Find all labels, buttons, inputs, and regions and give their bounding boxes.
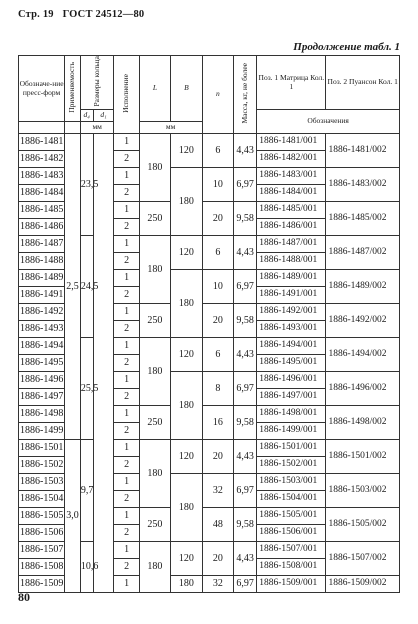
- table-cell-designation: 1886-1495: [19, 355, 65, 372]
- table-cell-punch: 1886-1485/002: [326, 202, 400, 236]
- col-header-l: L: [139, 56, 170, 122]
- table-cell-exec: 2: [114, 525, 139, 542]
- table-cell-designation: 1886-1505: [19, 508, 65, 525]
- col-header-ring-sizes: Размеры кольца: [91, 56, 101, 107]
- table-cell-b: 180: [171, 474, 202, 542]
- table-cell-mass: 4,43: [234, 542, 257, 576]
- table-cell-mass: 9,58: [234, 202, 257, 236]
- table-cell-punch: 1886-1501/002: [326, 440, 400, 474]
- table-cell-l: 250: [139, 202, 170, 236]
- table-cell-matrix: 1886-1481/001: [257, 134, 326, 151]
- table-cell-punch: 1886-1494/002: [326, 338, 400, 372]
- table-cell-designation: 1886-1485: [19, 202, 65, 219]
- table-cell-exec: 1: [114, 474, 139, 491]
- table-cell-designation: 1886-1499: [19, 423, 65, 440]
- table-cell-n: 48: [202, 508, 233, 542]
- table-cell-matrix: 1886-1485/001: [257, 202, 326, 219]
- table-cell-exec: 1: [114, 202, 139, 219]
- table-cell-matrix: 1886-1491/001: [257, 287, 326, 304]
- table-cell-n: 20: [202, 542, 233, 576]
- table-cell-n: 6: [202, 134, 233, 168]
- table-cell-mass: 6,97: [234, 168, 257, 202]
- table-cell-exec: 1: [114, 508, 139, 525]
- table-cell-exec: 1: [114, 236, 139, 253]
- table-cell-matrix: 1886-1484/001: [257, 185, 326, 202]
- table-cell-b: 120: [171, 440, 202, 474]
- table-cell-matrix: 1886-1503/001: [257, 474, 326, 491]
- table-cell-applicability: 2,5: [65, 134, 81, 440]
- table-cell-mass: 9,58: [234, 406, 257, 440]
- table-cell-n: 20: [202, 304, 233, 338]
- table-cell-b: 180: [171, 168, 202, 236]
- table-cell-designation: 1886-1493: [19, 321, 65, 338]
- table-cell-matrix: 1886-1483/001: [257, 168, 326, 185]
- col-header-n: n: [202, 56, 233, 134]
- table-cell-designation: 1886-1507: [19, 542, 65, 559]
- table-cell-designation: 1886-1481: [19, 134, 65, 151]
- table-cell-l: 180: [139, 542, 170, 593]
- table-cell-exec: 1: [114, 304, 139, 321]
- table-cell-matrix: 1886-1489/001: [257, 270, 326, 287]
- table-cell-matrix: 1886-1509/001: [257, 576, 326, 593]
- table-cell-n: 16: [202, 406, 233, 440]
- table-cell-designation: 1886-1491: [19, 287, 65, 304]
- table-cell-exec: 2: [114, 457, 139, 474]
- table-cell-applicability: 3,0: [65, 440, 81, 593]
- table-cell-exec: 1: [114, 406, 139, 423]
- table-cell-designation: 1886-1502: [19, 457, 65, 474]
- table-cell-mass: 6,97: [234, 576, 257, 593]
- table-continuation-caption: Продолжение табл. 1: [293, 41, 400, 53]
- page-label: Стр. 19: [18, 9, 54, 20]
- table-cell-exec: 2: [114, 287, 139, 304]
- table-cell-matrix: 1886-1497/001: [257, 389, 326, 406]
- table-cell-designation: 1886-1504: [19, 491, 65, 508]
- table-cell-designation: 1886-1503: [19, 474, 65, 491]
- table-cell-b: 180: [171, 576, 202, 593]
- table-cell-designation: 1886-1501: [19, 440, 65, 457]
- table-cell-mass: 4,43: [234, 440, 257, 474]
- table-cell-designation: 1886-1488: [19, 253, 65, 270]
- table-cell-exec: 2: [114, 423, 139, 440]
- table-cell-designation: 1886-1497: [19, 389, 65, 406]
- table-cell-matrix: 1886-1488/001: [257, 253, 326, 270]
- table-cell-exec: 2: [114, 185, 139, 202]
- col-header-b: B: [171, 56, 202, 122]
- table-cell-matrix: 1886-1505/001: [257, 508, 326, 525]
- table-cell-punch: 1886-1489/002: [326, 270, 400, 304]
- col-header-pos1: Поз. 1 Матрица Кол. 1: [257, 56, 326, 110]
- table-cell-exec: 1: [114, 372, 139, 389]
- table-cell-l: 250: [139, 406, 170, 440]
- table-cell-punch: 1886-1487/002: [326, 236, 400, 270]
- table-cell-exec: 2: [114, 389, 139, 406]
- table-cell-exec: 1: [114, 338, 139, 355]
- table-cell-n: 8: [202, 372, 233, 406]
- table-cell-n: 20: [202, 202, 233, 236]
- table-cell-matrix: 1886-1498/001: [257, 406, 326, 423]
- table-cell-punch: 1886-1507/002: [326, 542, 400, 576]
- table-cell-designation: 1886-1489: [19, 270, 65, 287]
- table-cell-d4: 23,5: [80, 134, 93, 236]
- table-cell-matrix: 1886-1502/001: [257, 457, 326, 474]
- table-cell-mass: 9,58: [234, 304, 257, 338]
- col-header-d1: d₁: [93, 110, 114, 122]
- table-cell-designation: 1886-1487: [19, 236, 65, 253]
- table-cell-designation: 1886-1506: [19, 525, 65, 542]
- table-cell-exec: 1: [114, 440, 139, 457]
- molds-table: [18, 55, 400, 593]
- table-cell-punch: 1886-1505/002: [326, 508, 400, 542]
- col-header-d4: d₄: [80, 110, 93, 122]
- table-cell-exec: 2: [114, 151, 139, 168]
- table-cell-designation: 1886-1492: [19, 304, 65, 321]
- table-cell-d1: [93, 134, 114, 593]
- table-cell-matrix: 1886-1499/001: [257, 423, 326, 440]
- table-cell-b: 120: [171, 236, 202, 270]
- table-cell-designation: 1886-1483: [19, 168, 65, 185]
- table-cell-punch: 1886-1496/002: [326, 372, 400, 406]
- table-cell-n: 20: [202, 440, 233, 474]
- table-cell-punch: 1886-1498/002: [326, 406, 400, 440]
- table-cell-mass: 9,58: [234, 508, 257, 542]
- table-cell-d4: 24,5: [80, 236, 93, 338]
- table-cell-matrix: 1886-1487/001: [257, 236, 326, 253]
- table-cell-matrix: 1886-1486/001: [257, 219, 326, 236]
- table-cell-punch: 1886-1481/002: [326, 134, 400, 168]
- table-cell-designation: 1886-1482: [19, 151, 65, 168]
- table-cell-n: 6: [202, 338, 233, 372]
- table-cell-b: 180: [171, 372, 202, 440]
- table-cell-matrix: 1886-1506/001: [257, 525, 326, 542]
- col-header-execution: Исполнение: [121, 73, 131, 113]
- table-cell-designation: 1886-1484: [19, 185, 65, 202]
- table-cell-mass: 4,43: [234, 134, 257, 168]
- table-cell-l: 180: [139, 440, 170, 508]
- table-cell-b: 120: [171, 542, 202, 576]
- table-cell-designation: 1886-1486: [19, 219, 65, 236]
- table-cell-mass: 4,43: [234, 338, 257, 372]
- table-cell-mass: 6,97: [234, 270, 257, 304]
- table-cell-mass: 6,97: [234, 372, 257, 406]
- table-cell-exec: 2: [114, 355, 139, 372]
- table-cell-l: 250: [139, 304, 170, 338]
- table-cell-l: 250: [139, 508, 170, 542]
- table-cell-punch: 1886-1503/002: [326, 474, 400, 508]
- table-cell-exec: 1: [114, 542, 139, 559]
- table-cell-exec: 2: [114, 321, 139, 338]
- col-header-designations: Обозначения: [257, 110, 400, 134]
- table-cell-designation: 1886-1496: [19, 372, 65, 389]
- col-header-pos2: Поз. 2 Пуансон Кол. 1: [326, 56, 400, 110]
- table-cell-exec: 1: [114, 168, 139, 185]
- table-cell-n: 32: [202, 576, 233, 593]
- table-cell-d4: 10,6: [80, 542, 93, 593]
- table-cell-exec: 2: [114, 219, 139, 236]
- table-cell-exec: 1: [114, 134, 139, 151]
- table-cell-matrix: 1886-1508/001: [257, 559, 326, 576]
- table-cell-b: 120: [171, 338, 202, 372]
- col-header-mass: Масса, кг, не более: [239, 62, 249, 124]
- table-cell-mass: 4,43: [234, 236, 257, 270]
- page-header: [18, 9, 150, 20]
- col-header-applicability: Применяемость: [67, 61, 77, 113]
- table-cell-matrix: 1886-1493/001: [257, 321, 326, 338]
- standard-code: ГОСТ 24512—80: [62, 9, 145, 20]
- table-cell-matrix: 1886-1496/001: [257, 372, 326, 389]
- table-cell-n: 6: [202, 236, 233, 270]
- table-cell-exec: 2: [114, 559, 139, 576]
- col-header-designation: Обозначе-ние пресс-форм: [19, 56, 65, 122]
- table-cell-matrix: 1886-1495/001: [257, 355, 326, 372]
- table-cell-matrix: 1886-1482/001: [257, 151, 326, 168]
- table-cell-punch: 1886-1483/002: [326, 168, 400, 202]
- table-cell-d4: 25,5: [80, 338, 93, 440]
- table-cell-mass: 6,97: [234, 474, 257, 508]
- table-cell-d4: 9,7: [80, 440, 93, 542]
- table-cell-exec: 1: [114, 270, 139, 287]
- table-cell-matrix: 1886-1492/001: [257, 304, 326, 321]
- table-cell-designation: 1886-1494: [19, 338, 65, 355]
- col-header-unit-mm: мм: [80, 122, 114, 134]
- table-cell-designation: 1886-1509: [19, 576, 65, 593]
- col-header-unit-mm-2: мм: [139, 122, 202, 134]
- table-cell-matrix: 1886-1507/001: [257, 542, 326, 559]
- table-cell-n: 32: [202, 474, 233, 508]
- table-cell-n: 10: [202, 270, 233, 304]
- table-cell-l: 180: [139, 236, 170, 304]
- table-cell-designation: 1886-1508: [19, 559, 65, 576]
- table-cell-exec: 2: [114, 491, 139, 508]
- table-cell-matrix: 1886-1501/001: [257, 440, 326, 457]
- table-cell-n: 10: [202, 168, 233, 202]
- table-cell-b: 120: [171, 134, 202, 168]
- table-cell-exec: 1: [114, 576, 139, 593]
- table-cell-designation: 1886-1498: [19, 406, 65, 423]
- table-cell-l: 180: [139, 134, 170, 202]
- table-cell-b: 180: [171, 270, 202, 338]
- table-cell-punch: 1886-1509/002: [326, 576, 400, 593]
- page-number: 80: [18, 590, 30, 604]
- table-cell-l: 180: [139, 338, 170, 406]
- table-cell-punch: 1886-1492/002: [326, 304, 400, 338]
- table-cell-matrix: 1886-1494/001: [257, 338, 326, 355]
- table-cell-matrix: 1886-1504/001: [257, 491, 326, 508]
- table-cell-exec: 2: [114, 253, 139, 270]
